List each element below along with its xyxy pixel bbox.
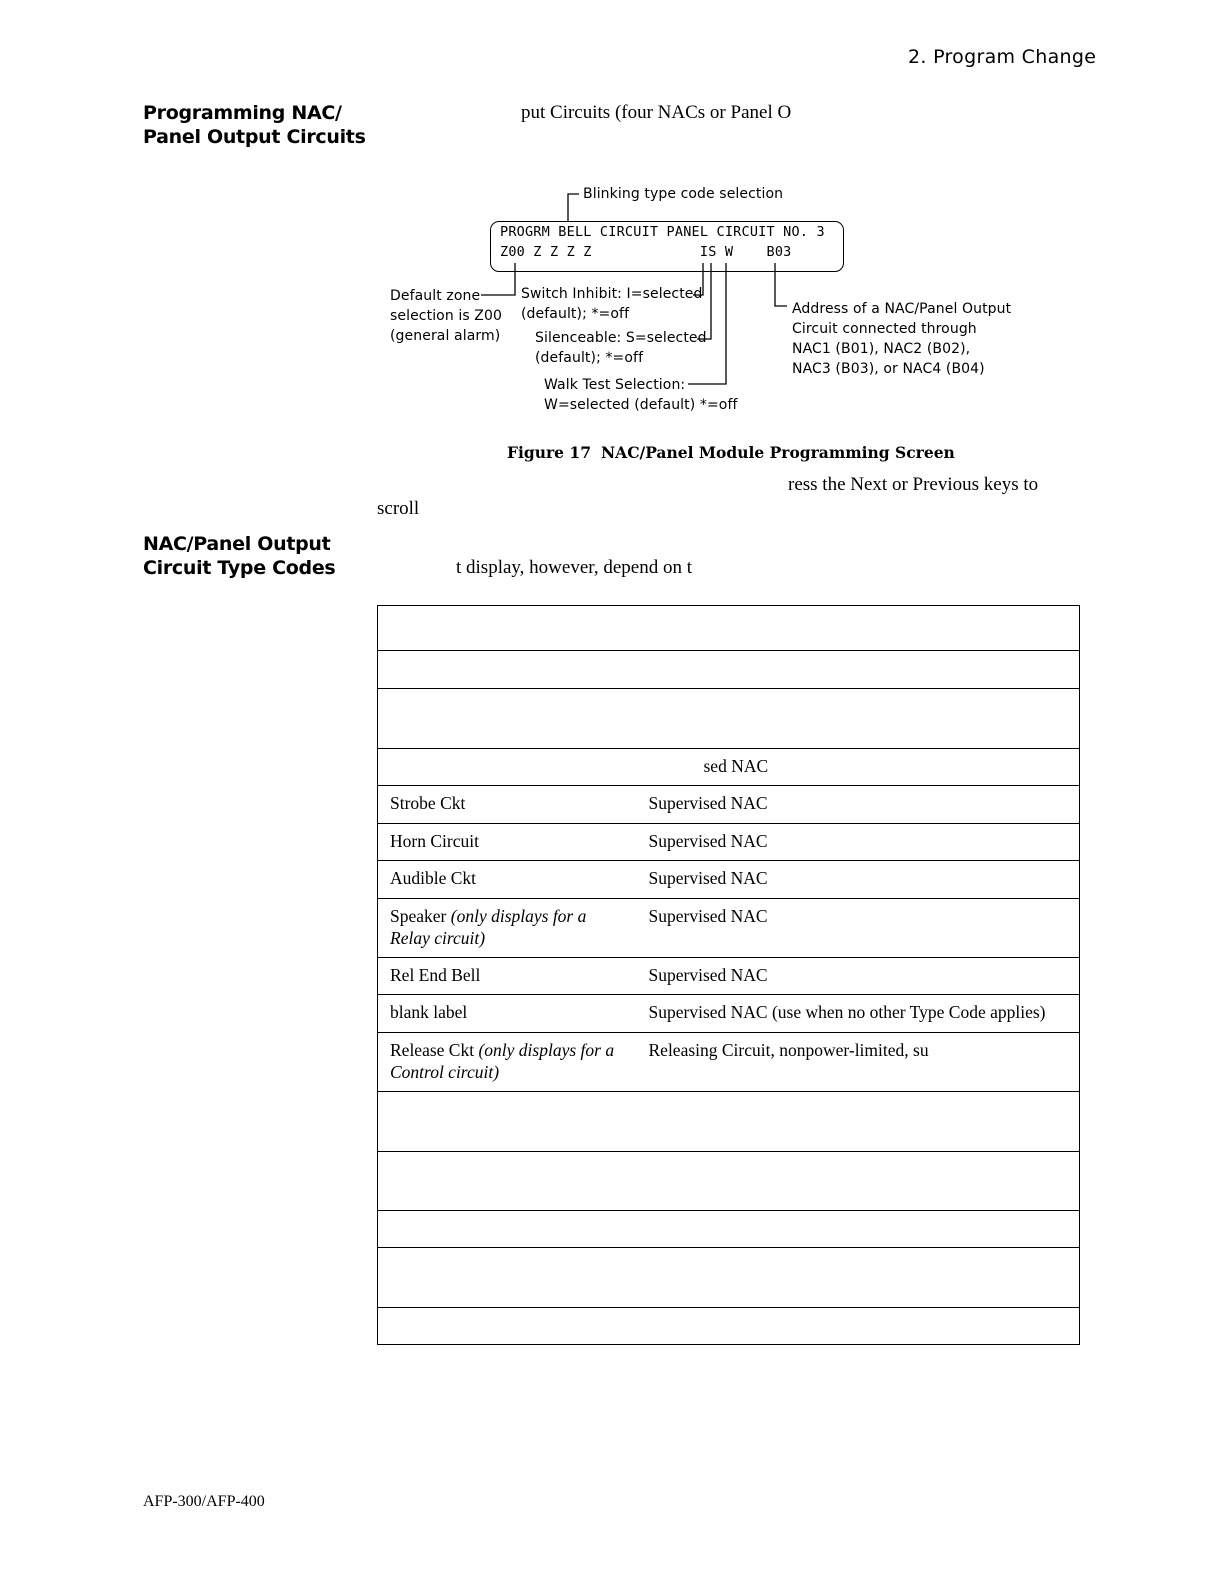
lcd-line-1: PROGRM BELL CIRCUIT PANEL CIRCUIT NO. 3	[500, 224, 825, 240]
table-row	[378, 1308, 1080, 1345]
heading-line: Programming NAC/	[143, 102, 342, 124]
callout-blinking-type-code: Blinking type code selection	[583, 186, 784, 202]
heading-line: NAC/Panel Output	[143, 533, 331, 555]
table-cell-desc: Supervised NAC	[637, 899, 1080, 958]
callout-line: (default); *=off	[521, 306, 630, 322]
callout-line: Silenceable: S=selected	[535, 330, 707, 346]
section-heading-type-codes	[143, 532, 335, 580]
table-cell-desc: Supervised NAC	[637, 861, 1080, 899]
table-row	[378, 606, 1080, 651]
table-cell-desc: Supervised NAC	[637, 824, 1080, 861]
callout-line: NAC1 (B01), NAC2 (B02),	[792, 341, 971, 357]
page-header: 2. Program Change	[908, 46, 1097, 68]
leader-default-zone	[481, 263, 515, 295]
table-cell-type	[378, 899, 637, 958]
type-name: Speaker	[390, 906, 451, 926]
table-cell-type: Rel End Bell	[378, 958, 637, 995]
callout-line: (default); *=off	[535, 350, 644, 366]
type-note: (only displays for a Control circuit)	[390, 1040, 615, 1082]
figure-title: NAC/Panel Module Programming Screen	[601, 443, 955, 462]
callout-line: W=selected (default) *=off	[544, 397, 738, 413]
table-cell-desc: Supervised NAC	[637, 958, 1080, 995]
table-row	[378, 786, 1080, 824]
callout-line: NAC3 (B03), or NAC4 (B04)	[792, 361, 985, 377]
callout-line: selection is Z00	[390, 308, 503, 324]
page-footer: AFP-300/AFP-400	[143, 1493, 265, 1510]
leader-walk-test	[688, 263, 726, 384]
leader-blinking	[568, 194, 579, 221]
body-text-fragment: scroll	[377, 498, 420, 519]
callout-line: Address of a NAC/Panel Output	[792, 301, 1012, 317]
table-cell-desc: Supervised NAC	[637, 786, 1080, 824]
body-text-fragment: put Circuits (four NACs or Panel O	[521, 102, 792, 123]
table-row	[378, 824, 1080, 861]
table-row	[378, 1033, 1080, 1092]
table-row	[378, 1152, 1080, 1211]
table-cell-type: Strobe Ckt	[378, 786, 637, 824]
table-row	[378, 1248, 1080, 1308]
callout-line: Default zone	[390, 288, 481, 304]
table-cell-type	[378, 1033, 637, 1092]
body-text-fragment: ress the Next or Previous keys to	[788, 474, 1039, 495]
table-row	[378, 899, 1080, 958]
figure-caption	[507, 443, 955, 462]
table-cell-type: Audible Ckt	[378, 861, 637, 899]
callout-line: Switch Inhibit: I=selected	[521, 286, 703, 302]
table-row	[378, 1211, 1080, 1248]
type-name: Release Ckt	[390, 1040, 479, 1060]
table-cell-desc: sed NAC	[637, 749, 1080, 786]
figure-number: Figure 17	[507, 443, 591, 462]
table-cell-desc: Supervised NAC (use when no other Type Code applies)	[637, 995, 1080, 1033]
callout-line: (general alarm)	[390, 328, 501, 344]
body-text-fragment: t display, however, depend on t	[456, 557, 692, 578]
leader-address	[775, 263, 787, 306]
leader-silenceable	[697, 263, 711, 339]
heading-line: Circuit Type Codes	[143, 557, 336, 579]
lcd-line-2: Z00 Z Z Z Z IS W B03	[500, 244, 792, 260]
table-row	[378, 651, 1080, 689]
table-row	[378, 958, 1080, 995]
type-code-table	[377, 605, 1080, 1345]
type-note: (only displays for a Relay circuit)	[390, 906, 587, 948]
leader-switch-inhibit	[693, 263, 703, 295]
heading-line: Panel Output Circuits	[143, 126, 366, 148]
table-cell-desc: Releasing Circuit, nonpower-limited, su	[637, 1033, 1080, 1092]
table-cell-type: blank label	[378, 995, 637, 1033]
table-row	[378, 689, 1080, 749]
callout-line: Walk Test Selection:	[544, 377, 686, 393]
table-row	[378, 995, 1080, 1033]
table-row	[378, 1092, 1080, 1152]
table-row	[378, 861, 1080, 899]
callout-line: Circuit connected through	[792, 321, 977, 337]
table-row	[378, 749, 1080, 786]
table-cell-type: Horn Circuit	[378, 824, 637, 861]
